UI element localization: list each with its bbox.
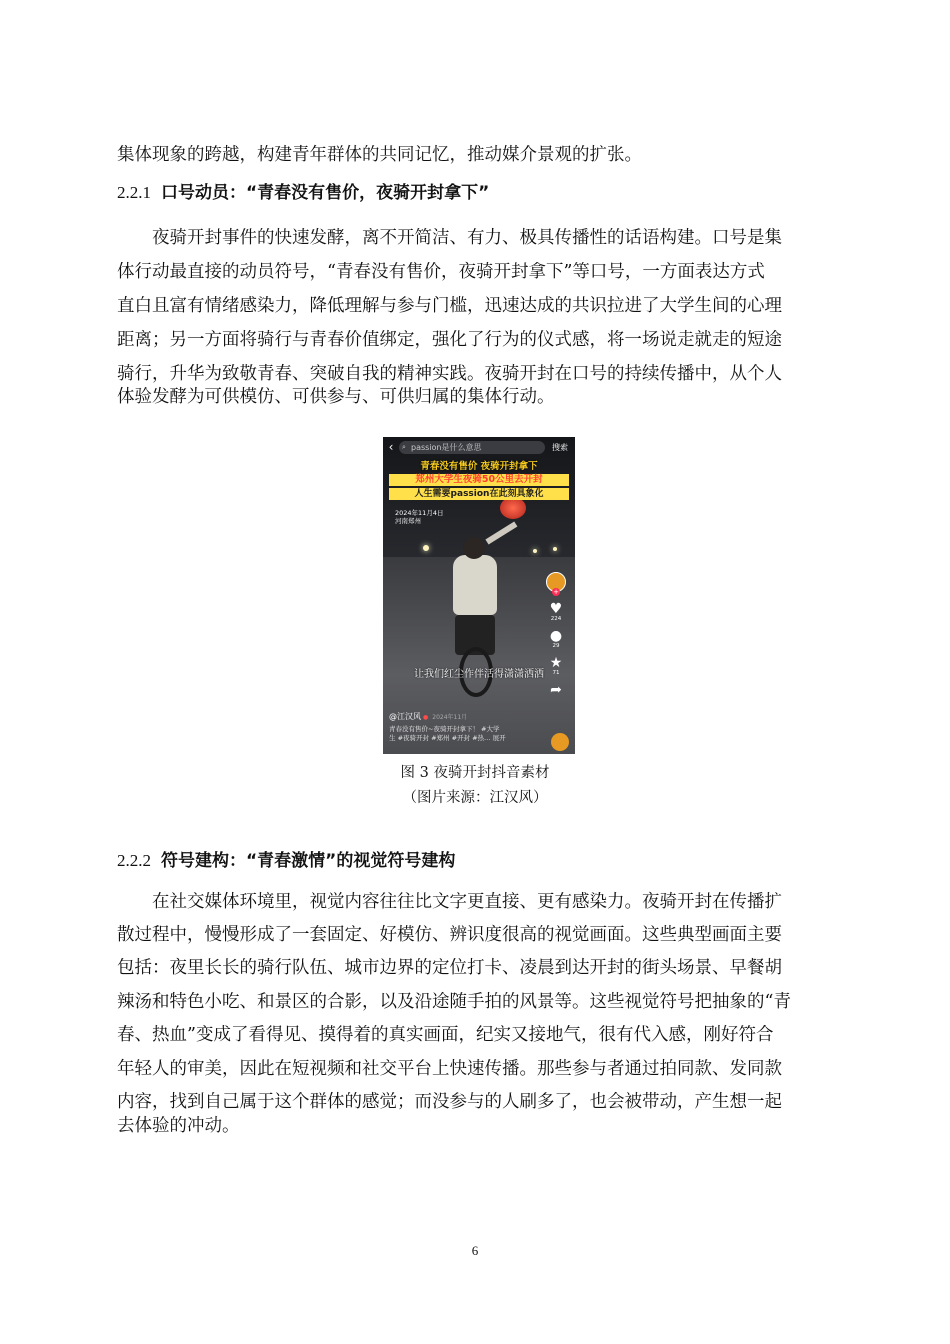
section-number: 2.2.2 bbox=[117, 851, 151, 870]
author-name: @江汉风 bbox=[389, 712, 421, 721]
section-title: 符号建构：“青春激情”的视觉符号建构 bbox=[161, 851, 456, 871]
paragraph-line: 体行动最直接的动员符号，“青春没有售价，夜骑开封拿下”等口号，一方面表达方式 bbox=[117, 262, 765, 282]
like-count: 224 bbox=[550, 616, 562, 622]
section-number: 2.2.1 bbox=[117, 183, 151, 202]
paragraph-line: 骑行，升华为致敬青春、突破自我的精神实践。夜骑开封在口号的持续传播中，从个人 bbox=[117, 364, 782, 384]
red-lantern bbox=[500, 497, 526, 519]
paragraph-line: 在社交媒体环境里，视觉内容往往比文字更直接、更有感染力。夜骑开封在传播扩 bbox=[152, 892, 782, 912]
search-input bbox=[399, 441, 545, 454]
rider-head bbox=[463, 537, 485, 559]
comment-count: 29 bbox=[552, 643, 560, 649]
paragraph-line: 夜骑开封事件的快速发酵，离不开简洁、有力、极具传播性的话语构建。口号是集 bbox=[152, 228, 782, 248]
section-heading-2-2-1 bbox=[117, 178, 489, 208]
author-line bbox=[389, 711, 467, 722]
section-title: 口号动员：“青春没有售价，夜骑开封拿下” bbox=[161, 183, 490, 203]
description-line: 生 #夜骑开封 #郑州 #开封 #热… 展开 bbox=[389, 734, 506, 742]
date-location bbox=[395, 509, 443, 525]
star-icon: ★ bbox=[549, 655, 563, 671]
description-line: 青春没有售价~夜骑开封拿下！ #大学 bbox=[389, 725, 500, 733]
share-arrow-icon: ➦ bbox=[550, 682, 562, 698]
search-placeholder: passion是什么意思 bbox=[411, 442, 482, 452]
search-bar bbox=[383, 437, 575, 457]
rider-body bbox=[453, 555, 497, 615]
section-heading-2-2-2 bbox=[117, 846, 455, 876]
paragraph-line: 集体现象的跨越，构建青年群体的共同记忆，推动媒介景观的扩张。 bbox=[117, 145, 642, 165]
street-light bbox=[533, 549, 537, 553]
banner-line-2: 郑州大学生夜骑50公里去开封 bbox=[389, 474, 569, 486]
search-icon: ⌕ bbox=[402, 442, 406, 451]
comment-icon: ● bbox=[549, 628, 563, 644]
douyin-screenshot-figure bbox=[383, 437, 575, 754]
author-meta: 2024年11月 bbox=[432, 714, 468, 721]
music-disc-icon bbox=[551, 733, 569, 751]
figure-caption: 图 3 夜骑开封抖音素材 bbox=[400, 765, 550, 781]
figure-source: （图片来源：江汉风） bbox=[402, 790, 548, 806]
heart-icon: ♥ bbox=[549, 601, 563, 617]
paragraph-line: 直白且富有情绪感染力，降低理解与参与门槛，迅速达成的共识拉进了大学生间的心理 bbox=[117, 296, 782, 316]
paragraph-line: 体验发酵为可供模仿、可供参与、可供归属的集体行动。 bbox=[117, 387, 555, 407]
paragraph-line: 内容，找到自己属于这个群体的感觉；而没参与的人刷多了，也会被带动，产生想一起 bbox=[117, 1092, 782, 1112]
back-arrow-icon: ‹ bbox=[388, 440, 394, 454]
verified-icon: ● bbox=[423, 714, 429, 721]
paragraph-line: 春、热血”变成了看得见、摸得着的真实画面，纪实又接地气，很有代入感，刚好符合 bbox=[117, 1025, 774, 1045]
search-button: 搜索 bbox=[552, 442, 568, 452]
paragraph-line: 去体验的冲动。 bbox=[117, 1116, 240, 1136]
paragraph-line: 散过程中，慢慢形成了一套固定、好模仿、辨识度很高的视觉画面。这些典型画面主要 bbox=[117, 925, 782, 945]
video-description bbox=[389, 725, 539, 743]
follow-plus-icon: + bbox=[553, 588, 559, 596]
paragraph-line: 辣汤和特色小吃、和景区的合影，以及沿途随手拍的风景等。这些视觉符号把抽象的“青 bbox=[117, 992, 791, 1012]
banner-line-1: 青春没有售价 夜骑开封拿下 bbox=[420, 461, 538, 472]
video-subtitle: 让我们红尘作伴活得潇潇洒洒 bbox=[414, 669, 544, 680]
street-light bbox=[423, 545, 429, 551]
favorite-count: 71 bbox=[552, 670, 560, 676]
page-number: 6 bbox=[471, 1243, 479, 1258]
paragraph-line: 年轻人的审美，因此在短视频和社交平台上快速传播。那些参与者通过拍同款、发同款 bbox=[117, 1059, 782, 1079]
street-light bbox=[553, 547, 557, 551]
paragraph-line: 距离；另一方面将骑行与青春价值绑定，强化了行为的仪式感，将一场说走就走的短途 bbox=[117, 330, 782, 350]
video-location: 河南郑州 bbox=[395, 517, 421, 525]
banner-line-3: 人生需要passion在此刻具象化 bbox=[389, 488, 569, 500]
video-date: 2024年11月4日 bbox=[395, 509, 444, 517]
paragraph-line: 包括：夜里长长的骑行队伍、城市边界的定位打卡、凌晨到达开封的街头场景、早餐胡 bbox=[117, 958, 782, 978]
